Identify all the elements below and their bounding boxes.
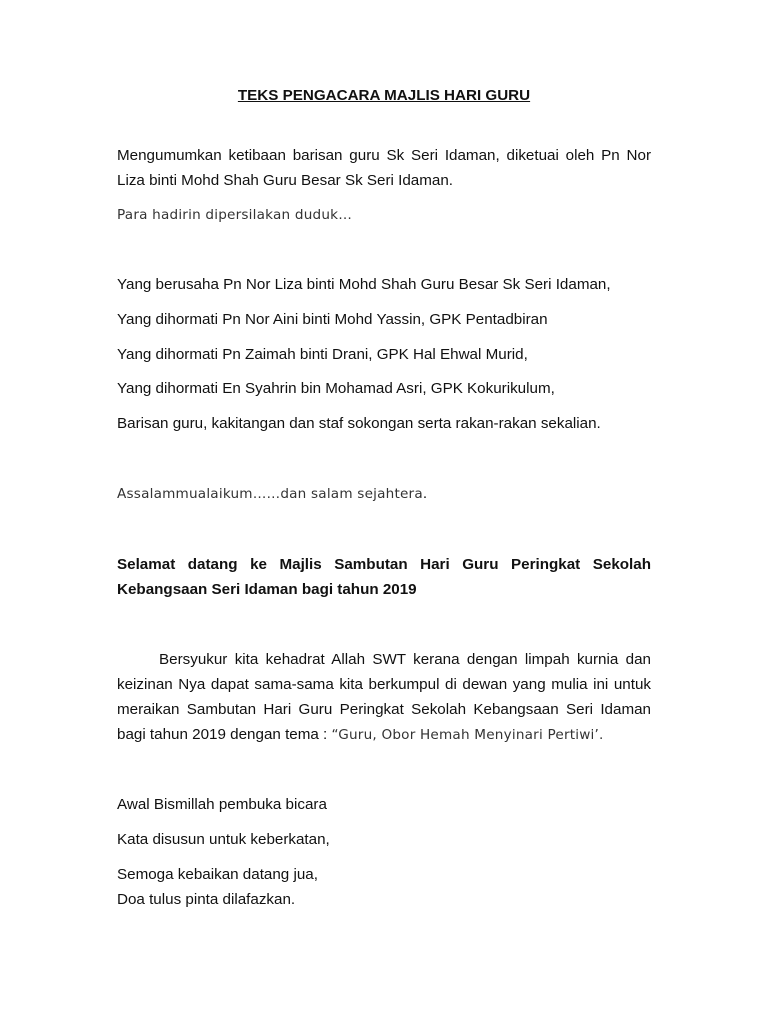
salutation-3: Yang dihormati Pn Zaimah binti Drani, GPK Hal Ehwal Murid, xyxy=(117,346,528,363)
salutation-5: Barisan guru, kakitangan dan staf sokongan serta rakan-rakan sekalian. xyxy=(117,415,601,432)
gratitude-line-4 xyxy=(117,725,604,745)
pantun-line-1: Awal Bismillah pembuka bicara xyxy=(117,796,327,813)
pantun-line-4: Doa tulus pinta dilafazkan. xyxy=(117,891,296,908)
gratitude-line-2: keizinan Nya dapat sama-sama kita berkumpul di dewan yang mulia ini untuk xyxy=(117,676,651,693)
gratitude-line-1: Bersyukur kita kehadrat Allah SWT kerana dengan limpah kurnia dan xyxy=(159,651,651,668)
arrival-line-1: Mengumumkan ketibaan barisan guru Sk Seri Idaman, diketuai oleh Pn Nor xyxy=(117,147,651,164)
greeting xyxy=(117,484,427,504)
arrival-line-2: Liza binti Mohd Shah Guru Besar Sk Seri Idaman. xyxy=(117,172,453,189)
pantun-line-3: Semoga kebaikan datang jua, xyxy=(117,866,318,883)
gratitude-line-3: meraikan Sambutan Hari Guru Peringkat Sekolah Kebangsaan Seri Idaman xyxy=(117,701,651,718)
seated-instruction: Para hadirin dipersilakan duduk… xyxy=(117,207,353,223)
pantun-line-2: Kata disusun untuk keberkatan, xyxy=(117,831,330,848)
document-title: TEKS PENGACARA MAJLIS HARI GURU xyxy=(237,87,531,104)
theme-text: “Guru, Obor Hemah Menyinari Pertiwi’. xyxy=(331,727,604,743)
welcome-line-1: Selamat datang ke Majlis Sambutan Hari Guru Peringkat Sekolah xyxy=(117,556,651,573)
salutation-1: Yang berusaha Pn Nor Liza binti Mohd Shah Guru Besar Sk Seri Idaman, xyxy=(117,276,611,293)
salutation-2: Yang dihormati Pn Nor Aini binti Mohd Yassin, GPK Pentadbiran xyxy=(117,311,548,328)
gratitude-line-4-prefix: bagi tahun 2019 dengan tema : xyxy=(117,726,332,743)
welcome-line-2: Kebangsaan Seri Idaman bagi tahun 2019 xyxy=(117,581,417,598)
salutation-4: Yang dihormati En Syahrin bin Mohamad Asri, GPK Kokurikulum, xyxy=(117,380,555,397)
greeting-text: Assalammualaikum……dan salam sejahtera xyxy=(117,486,423,502)
greeting-period: . xyxy=(422,485,428,502)
